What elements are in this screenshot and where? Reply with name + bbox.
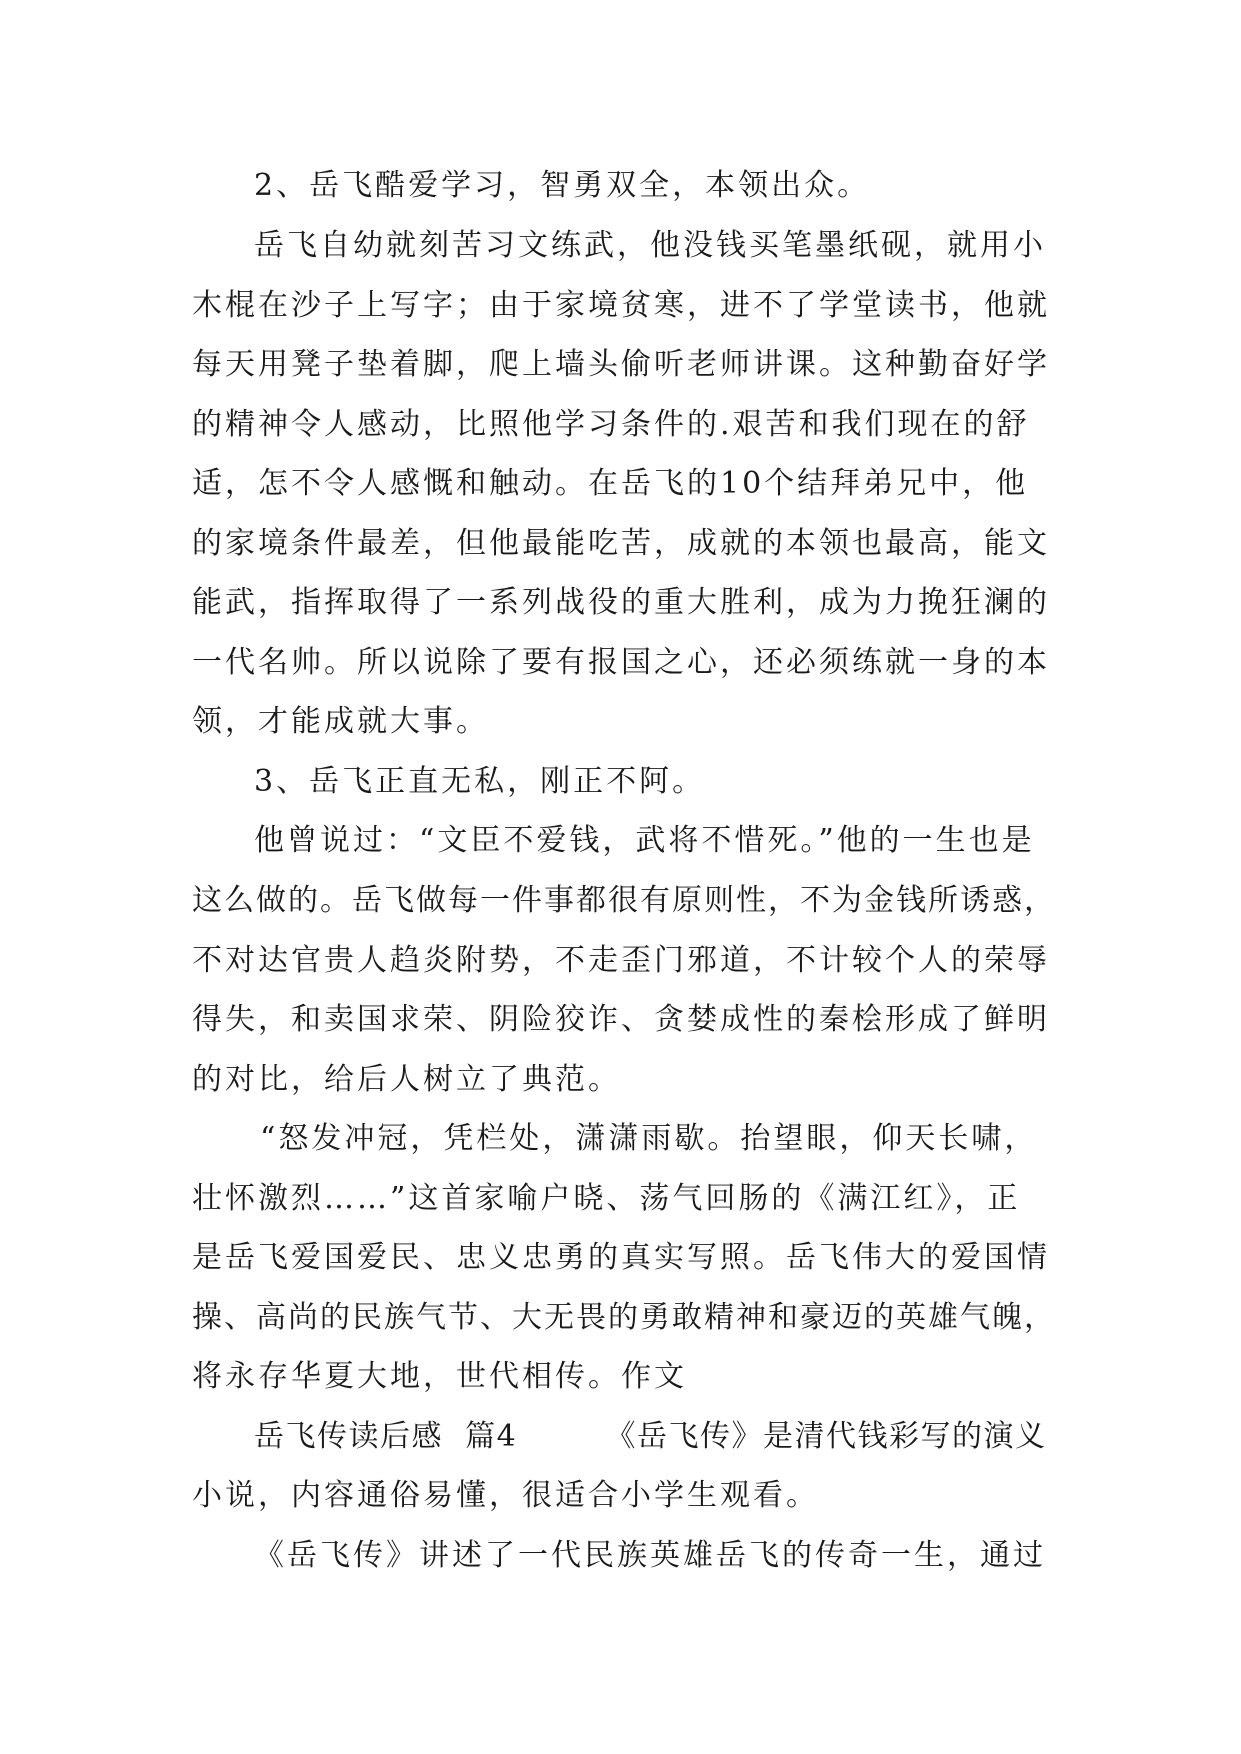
paragraph-line: 壮怀激烈……”这首家喻户晓、荡气回肠的《满江红》，正 <box>192 1181 1021 1216</box>
paragraph-line: “怒发冲冠，凭栏处，潇潇雨歇。抬望眼，仰天长啸， <box>260 1121 1038 1156</box>
paragraph-line: 一代名帅。所以说除了要有报国之心，还必须练就一身的本 <box>192 645 1050 680</box>
paragraph-line: 的精神令人感动，比照他学习条件的.艰苦和我们现在的舒 <box>192 407 1030 442</box>
paragraph-line: 木棍在沙子上写字；由于家境贫寒，进不了学堂读书，他就 <box>192 288 1050 323</box>
heading-point-2: 2、岳飞酷爱学习，智勇双全，本领出众。 <box>254 168 871 203</box>
paragraph-line: 是岳飞爱国爱民、忠义忠勇的真实写照。岳飞伟大的爱国情 <box>192 1240 1050 1275</box>
paragraph-line: 岳飞自幼就刻苦习文练武，他没钱买笔墨纸砚，就用小 <box>254 228 1046 263</box>
paragraph-line: 适，怎不令人感慨和触动。在岳飞的10个结拜弟兄中，他 <box>192 466 1029 501</box>
section-heading-line: 岳飞传读后感 篇4 《岳飞传》是清代钱彩写的演义 <box>254 1419 1047 1454</box>
paragraph-line: 得失，和卖国求荣、阴险狡诈、贪婪成性的秦桧形成了鲜明 <box>192 1002 1050 1037</box>
paragraph-line: 能武，指挥取得了一系列战役的重大胜利，成为力挽狂澜的 <box>192 585 1050 620</box>
paragraph-line: 每天用凳子垫着脚，爬上墙头偷听老师讲课。这种勤奋好学 <box>192 347 1050 382</box>
heading-point-3: 3、岳飞正直无私，刚正不阿。 <box>254 764 706 799</box>
paragraph-line: 这么做的。岳飞做每一件事都很有原则性，不为金钱所诱惑， <box>192 883 1056 918</box>
paragraph-line: 将永存华夏大地，世代相传。作文 <box>192 1359 687 1394</box>
paragraph-line: 的家境条件最差，但他最能吃苦，成就的本领也最高，能文 <box>192 526 1050 561</box>
paragraph-line: 他曾说过：“文臣不爱钱，武将不惜死。”他的一生也是 <box>254 823 1035 858</box>
paragraph-line: 小说，内容通俗易懂，很适合小学生观看。 <box>192 1478 819 1513</box>
paragraph-line: 操、高尚的民族气节、大无畏的勇敢精神和豪迈的英雄气魄， <box>192 1300 1056 1335</box>
paragraph-line: 《岳飞传》讲述了一代民族英雄岳飞的传奇一生，通过 <box>254 1538 1046 1573</box>
paragraph-line: 的对比，给后人树立了典范。 <box>192 1062 621 1097</box>
paragraph-line: 不对达官贵人趋炎附势，不走歪门邪道，不计较个人的荣辱 <box>192 943 1050 978</box>
paragraph-line: 领，才能成就大事。 <box>192 704 489 739</box>
